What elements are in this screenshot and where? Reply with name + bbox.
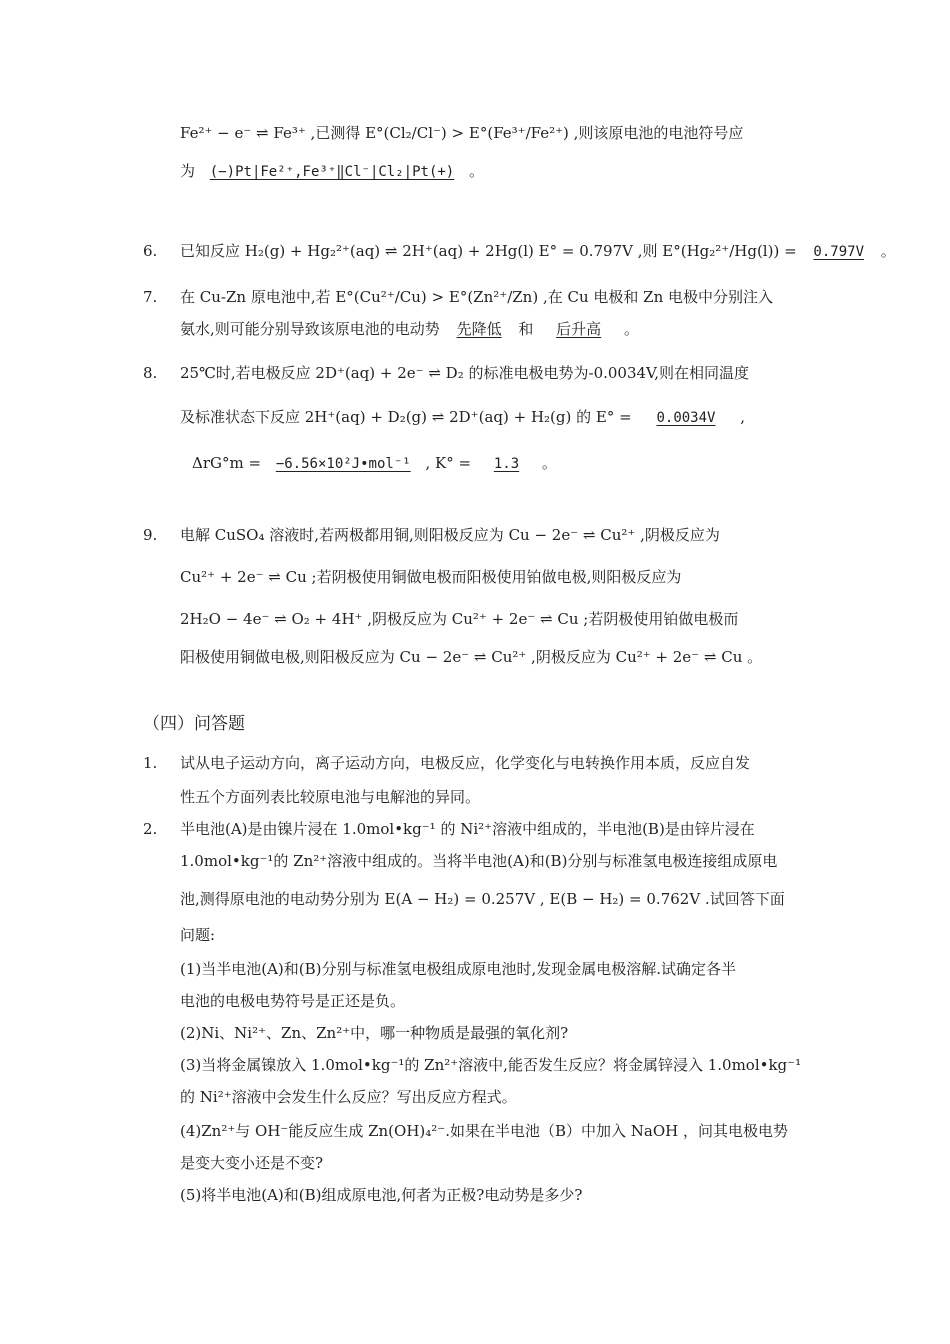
- item9-line3: 2H₂O − 4e⁻ ⇌ O₂ + 4H⁺ ,阴极反应为 Cu²⁺ + 2e⁻ ⇌ Cu ;若阴极使用铂做电极而: [180, 610, 739, 628]
- q2-sub3-line2: 的 Ni²⁺溶液中会发生什么反应？写出反应方程式。: [180, 1088, 517, 1106]
- q1-line2: 性五个方面列表比较原电池与电解池的异同。: [180, 788, 481, 806]
- item9-line1: 电解 CuSO₄ 溶液时,若两极都用铜,则阳极反应为 Cu − 2e⁻ ⇌ Cu²⁺ ,阴极反应为: [180, 526, 720, 544]
- item7-line1: 在 Cu-Zn 原电池中,若 E°(Cu²⁺/Cu) > E°(Zn²⁺/Zn) ,在 Cu 电极和 Zn 电极中分别注入: [180, 288, 774, 306]
- item6-line: [180, 240, 896, 263]
- item8-answer-g: −6.56×10²J•mol⁻¹: [275, 456, 411, 472]
- item8-end: 。: [541, 454, 557, 472]
- item7-number: 7.: [143, 288, 158, 306]
- item8-number: 8.: [143, 364, 158, 382]
- q1-line1: 试从电子运动方向，离子运动方向，电极反应，化学变化与电转换作用本质，反应自发: [180, 754, 751, 772]
- item7-mid: 和: [518, 320, 534, 338]
- item5-line1: Fe²⁺ − e⁻ ⇌ Fe³⁺ ,已测得 E°(Cl₂/Cl⁻) > E°(Fe³⁺/Fe²⁺) ,则该原电池的电池符号应: [180, 124, 744, 142]
- q2-line2: 1.0mol•kg⁻¹的 Zn²⁺溶液中组成的。当将半电池(A)和(B)分别与标准氢电极连接组成原电: [180, 852, 778, 870]
- item9-line4: 阳极使用铜做电极,则阳极反应为 Cu − 2e⁻ ⇌ Cu²⁺ ,阴极反应为 Cu²⁺ + 2e⁻ ⇌ Cu 。: [180, 648, 763, 666]
- item8-answer-k: 1.3: [493, 456, 520, 472]
- item8-k-label: , K° =: [425, 454, 472, 472]
- q2-sub1-line1: (1)当半电池(A)和(B)分别与标准氢电极组成原电池时,发现金属电极溶解.试确定各半: [180, 960, 737, 978]
- item6-end: 。: [880, 242, 896, 260]
- item8-line2: [180, 406, 745, 429]
- section-heading: （四）问答题: [143, 714, 245, 734]
- item8-answer-e: 0.0034V: [656, 410, 716, 426]
- item7-prefix: 氨水,则可能分别导致该原电池的电动势: [180, 320, 440, 338]
- q2-sub5: (5)将半电池(A)和(B)组成原电池,何者为正极?电动势是多少?: [180, 1186, 583, 1204]
- item6-number: 6.: [143, 242, 158, 260]
- q2-line3: 池,测得原电池的电动势分别为 E(A − H₂) = 0.257V , E(B − H₂) = 0.762V .试回答下面: [180, 890, 785, 908]
- item6-text: 已知反应 H₂(g) + Hg₂²⁺(aq) ⇌ 2H⁺(aq) + 2Hg(l) E° = 0.797V ,则 E°(Hg₂²⁺/Hg(l)) =: [180, 242, 797, 260]
- item8-line1: 25℃时,若电极反应 2D⁺(aq) + 2e⁻ ⇌ D₂ 的标准电极电势为-0.0034V,则在相同温度: [180, 364, 750, 382]
- q2-number: 2.: [143, 820, 158, 838]
- q2-sub4-line1: (4)Zn²⁺与 OH⁻能反应生成 Zn(OH)₄²⁻.如果在半电池（B）中加入 NaOH ，问其电极电势: [180, 1122, 788, 1140]
- item8-prefix: 及标准状态下反应 2H⁺(aq) + D₂(g) ⇌ 2D⁺(aq) + H₂(g) 的 E° =: [180, 408, 632, 426]
- q2-line1: 半电池(A)是由镍片浸在 1.0mol•kg⁻¹ 的 Ni²⁺溶液中组成的，半电池(B)是由锌片浸在: [180, 820, 755, 838]
- q2-line4: 问题:: [180, 926, 216, 944]
- item9-line2: Cu²⁺ + 2e⁻ ⇌ Cu ;若阴极使用铜做电极而阳极使用铂做电极,则阳极反应为: [180, 568, 682, 586]
- item5-prefix: 为: [180, 162, 196, 180]
- item8-line2-end: ,: [740, 408, 746, 426]
- q2-sub1-line2: 电池的电极电势符号是正还是负。: [180, 992, 406, 1010]
- item8-line3: [192, 452, 557, 475]
- item7-line2: [180, 318, 639, 340]
- item5-line2: [180, 160, 484, 183]
- item9-number: 9.: [143, 526, 158, 544]
- item7-end: 。: [623, 320, 639, 338]
- item5-end: 。: [469, 162, 485, 180]
- item6-answer: 0.797V: [813, 244, 864, 260]
- item5-answer: (−)Pt|Fe²⁺,Fe³⁺‖Cl⁻|Cl₂|Pt(+): [209, 164, 455, 180]
- q2-sub4-line2: 是变大变小还是不变?: [180, 1154, 324, 1172]
- q1-number: 1.: [143, 754, 158, 772]
- q2-sub2: (2)Ni、Ni²⁺、Zn、Zn²⁺中，哪一种物质是最强的氧化剂?: [180, 1024, 569, 1042]
- item8-g-label: ΔrG°m =: [192, 454, 262, 472]
- item7-answer2: 后升高: [556, 320, 602, 338]
- item7-answer1: 先降低: [456, 320, 502, 338]
- q2-sub3-line1: (3)当将金属镍放入 1.0mol•kg⁻¹的 Zn²⁺溶液中,能否发生反应？将金属锌浸入 1.0mol•kg⁻¹: [180, 1056, 802, 1074]
